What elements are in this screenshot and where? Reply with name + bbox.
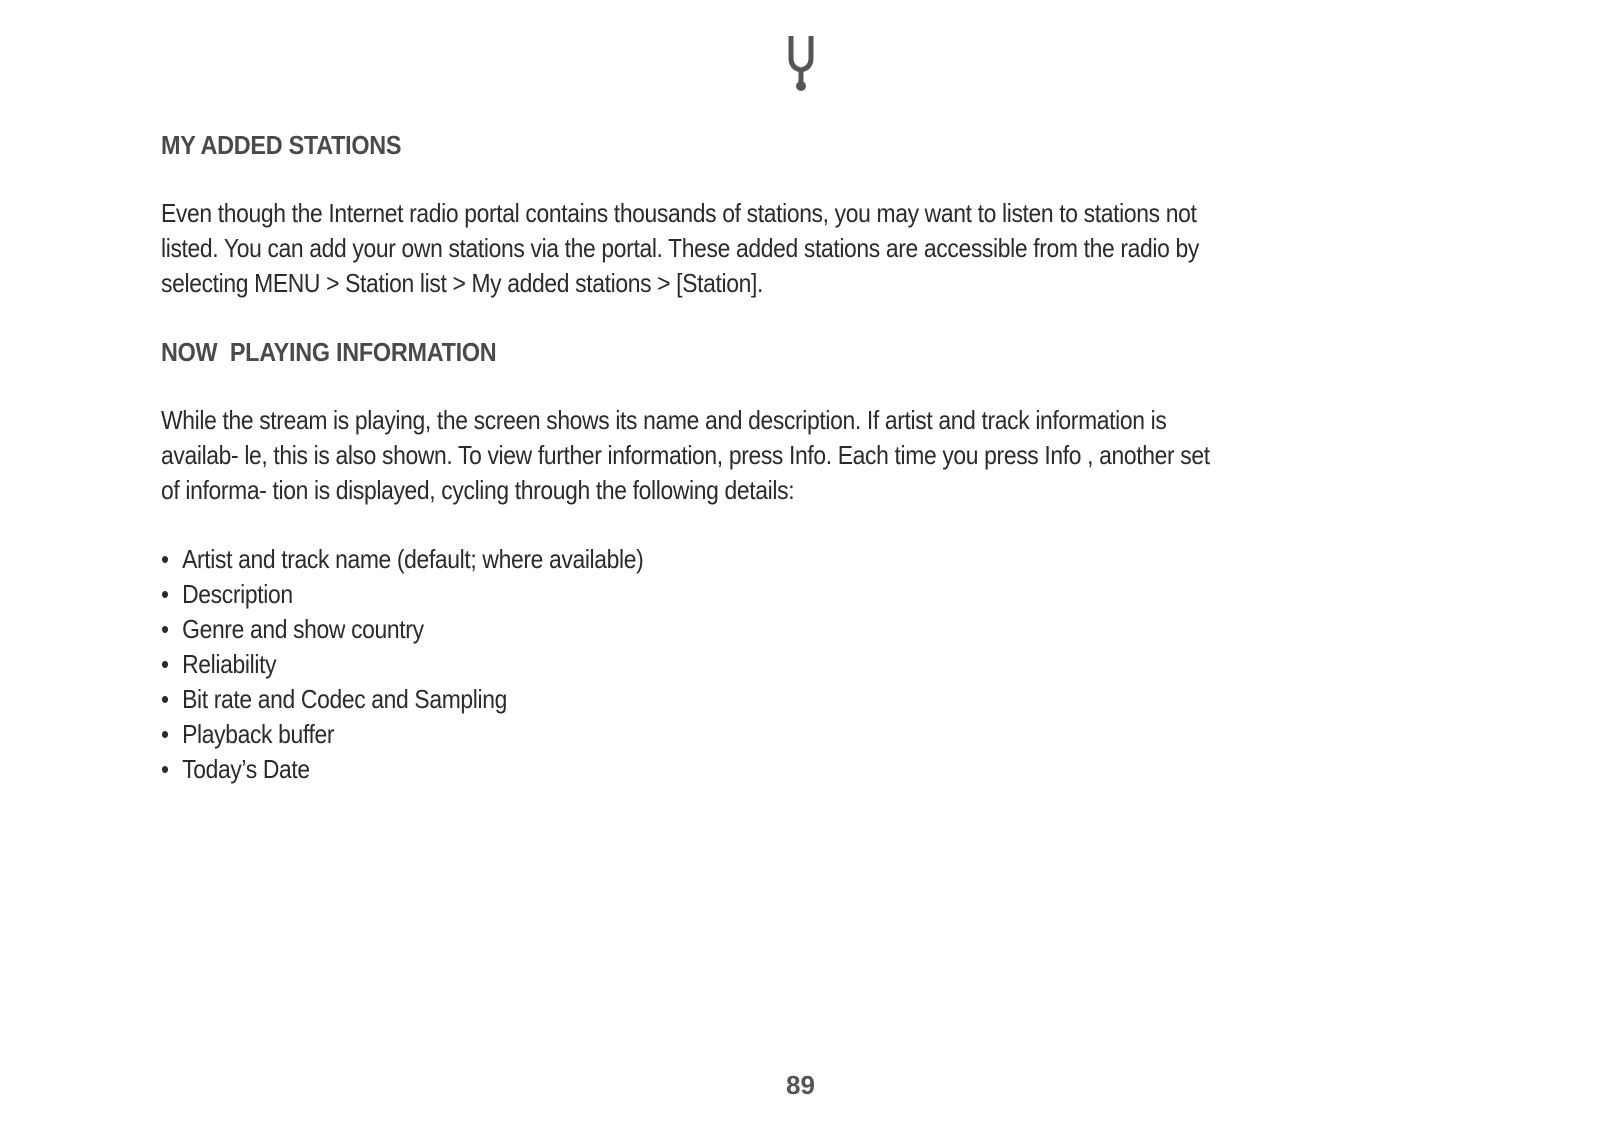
list-item	[161, 717, 1296, 752]
document-body	[161, 128, 1451, 787]
bullet-icon: •	[161, 754, 169, 784]
list-item-label: Today’s Date	[182, 754, 310, 784]
list-item-label: Description	[182, 579, 293, 609]
section-paragraph-my-added-stations	[161, 196, 1428, 301]
paragraph-line: selecting MENU > Station list > My added stations > [Station].	[161, 268, 763, 298]
paragraph-line: While the stream is playing, the screen shows its name and description. If artist and track information is	[161, 405, 1167, 435]
tuning-fork-icon	[785, 34, 817, 92]
bullet-icon: •	[161, 544, 169, 574]
paragraph-line: listed. You can add your own stations via the portal. These added stations are accessible from the radio by	[161, 233, 1199, 263]
section-heading-my-added-stations: MY ADDED STATIONS	[161, 130, 402, 160]
bullet-icon: •	[161, 649, 169, 679]
list-item	[161, 752, 1296, 787]
bullet-icon: •	[161, 719, 169, 749]
paragraph-line: of informa- tion is displayed, cycling through the following details:	[161, 475, 795, 505]
list-item	[161, 647, 1296, 682]
bullet-icon: •	[161, 614, 169, 644]
list-item	[161, 577, 1296, 612]
list-item-label: Reliability	[182, 649, 277, 679]
paragraph-line: Even though the Internet radio portal contains thousands of stations, you may want to listen to stations not	[161, 198, 1197, 228]
list-item	[161, 612, 1296, 647]
bullet-icon: •	[161, 579, 169, 609]
section-paragraph-now-playing-information	[161, 403, 1428, 508]
list-item-label: Genre and show country	[182, 614, 424, 644]
paragraph-line: availab- le, this is also shown. To view further information, press Info. Each time you press Info , another set	[161, 440, 1210, 470]
page-number: 89	[786, 1070, 815, 1100]
details-list	[161, 542, 1451, 787]
list-item-label: Bit rate and Codec and Sampling	[182, 684, 507, 714]
list-item	[161, 682, 1296, 717]
section-heading-now-playing-information: NOW PLAYING INFORMATION	[161, 337, 497, 367]
list-item-label: Artist and track name (default; where available)	[182, 544, 644, 574]
list-item	[161, 542, 1296, 577]
list-item-label: Playback buffer	[182, 719, 335, 749]
bullet-icon: •	[161, 684, 169, 714]
